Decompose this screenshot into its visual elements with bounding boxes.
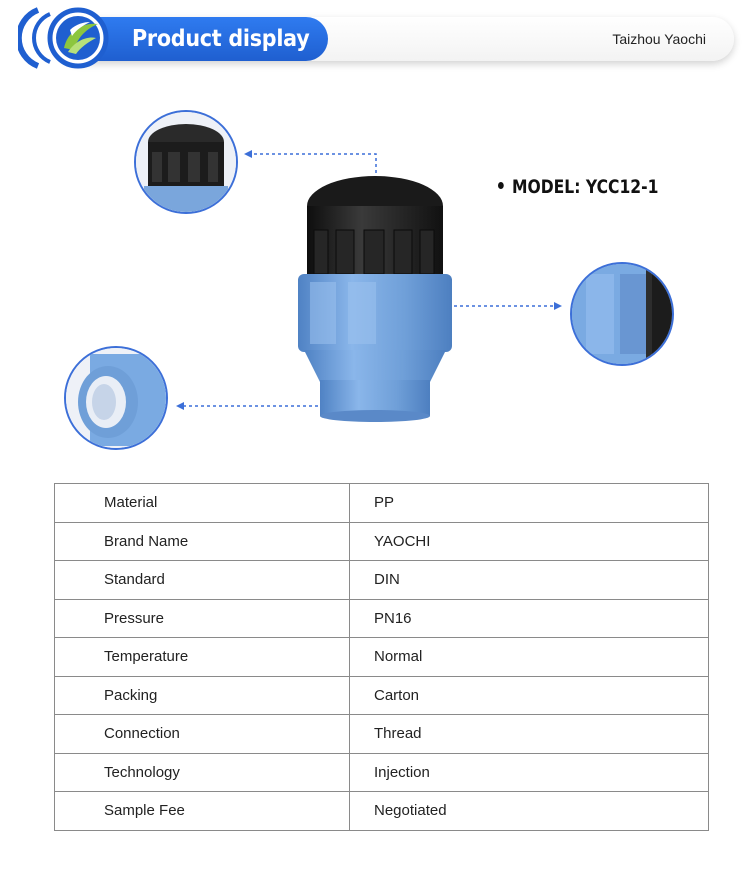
table-row (55, 792, 709, 831)
spec-table (54, 483, 709, 831)
spec-value: Thread (350, 715, 709, 754)
bullet-icon (498, 182, 504, 189)
table-row (55, 638, 709, 677)
nut-detail-icon (572, 264, 672, 364)
end-cap-product-image (290, 172, 460, 422)
cap-detail-callout (134, 110, 238, 214)
socket-detail-callout (64, 346, 168, 450)
spec-key: Standard (55, 561, 350, 600)
spec-key: Technology (55, 753, 350, 792)
table-row (55, 484, 709, 523)
spec-key: Material (55, 484, 350, 523)
spec-value: Negotiated (350, 792, 709, 831)
spec-value: PP (350, 484, 709, 523)
spec-key: Sample Fee (55, 792, 350, 831)
table-row (55, 522, 709, 561)
spec-value: Normal (350, 638, 709, 677)
table-row (55, 599, 709, 638)
table-row (55, 561, 709, 600)
nut-detail-callout (570, 262, 674, 366)
spec-key: Connection (55, 715, 350, 754)
model-text: MODEL: YCC12-1 (511, 176, 659, 198)
spec-key: Packing (55, 676, 350, 715)
company-name: Taizhou Yaochi (612, 31, 706, 47)
table-row (55, 753, 709, 792)
table-row (55, 676, 709, 715)
spec-value: YAOCHI (350, 522, 709, 561)
spec-value: PN16 (350, 599, 709, 638)
spec-value: Carton (350, 676, 709, 715)
table-row (55, 715, 709, 754)
spec-key: Pressure (55, 599, 350, 638)
header-banner (18, 14, 734, 64)
spec-key: Temperature (55, 638, 350, 677)
spec-value: DIN (350, 561, 709, 600)
spec-value: Injection (350, 753, 709, 792)
company-logo-icon (18, 4, 114, 72)
spec-key: Brand Name (55, 522, 350, 561)
cap-detail-icon (136, 112, 236, 212)
product-area (0, 90, 750, 480)
model-label (498, 174, 658, 200)
page-title: Product display (132, 26, 310, 52)
socket-detail-icon (66, 348, 166, 448)
